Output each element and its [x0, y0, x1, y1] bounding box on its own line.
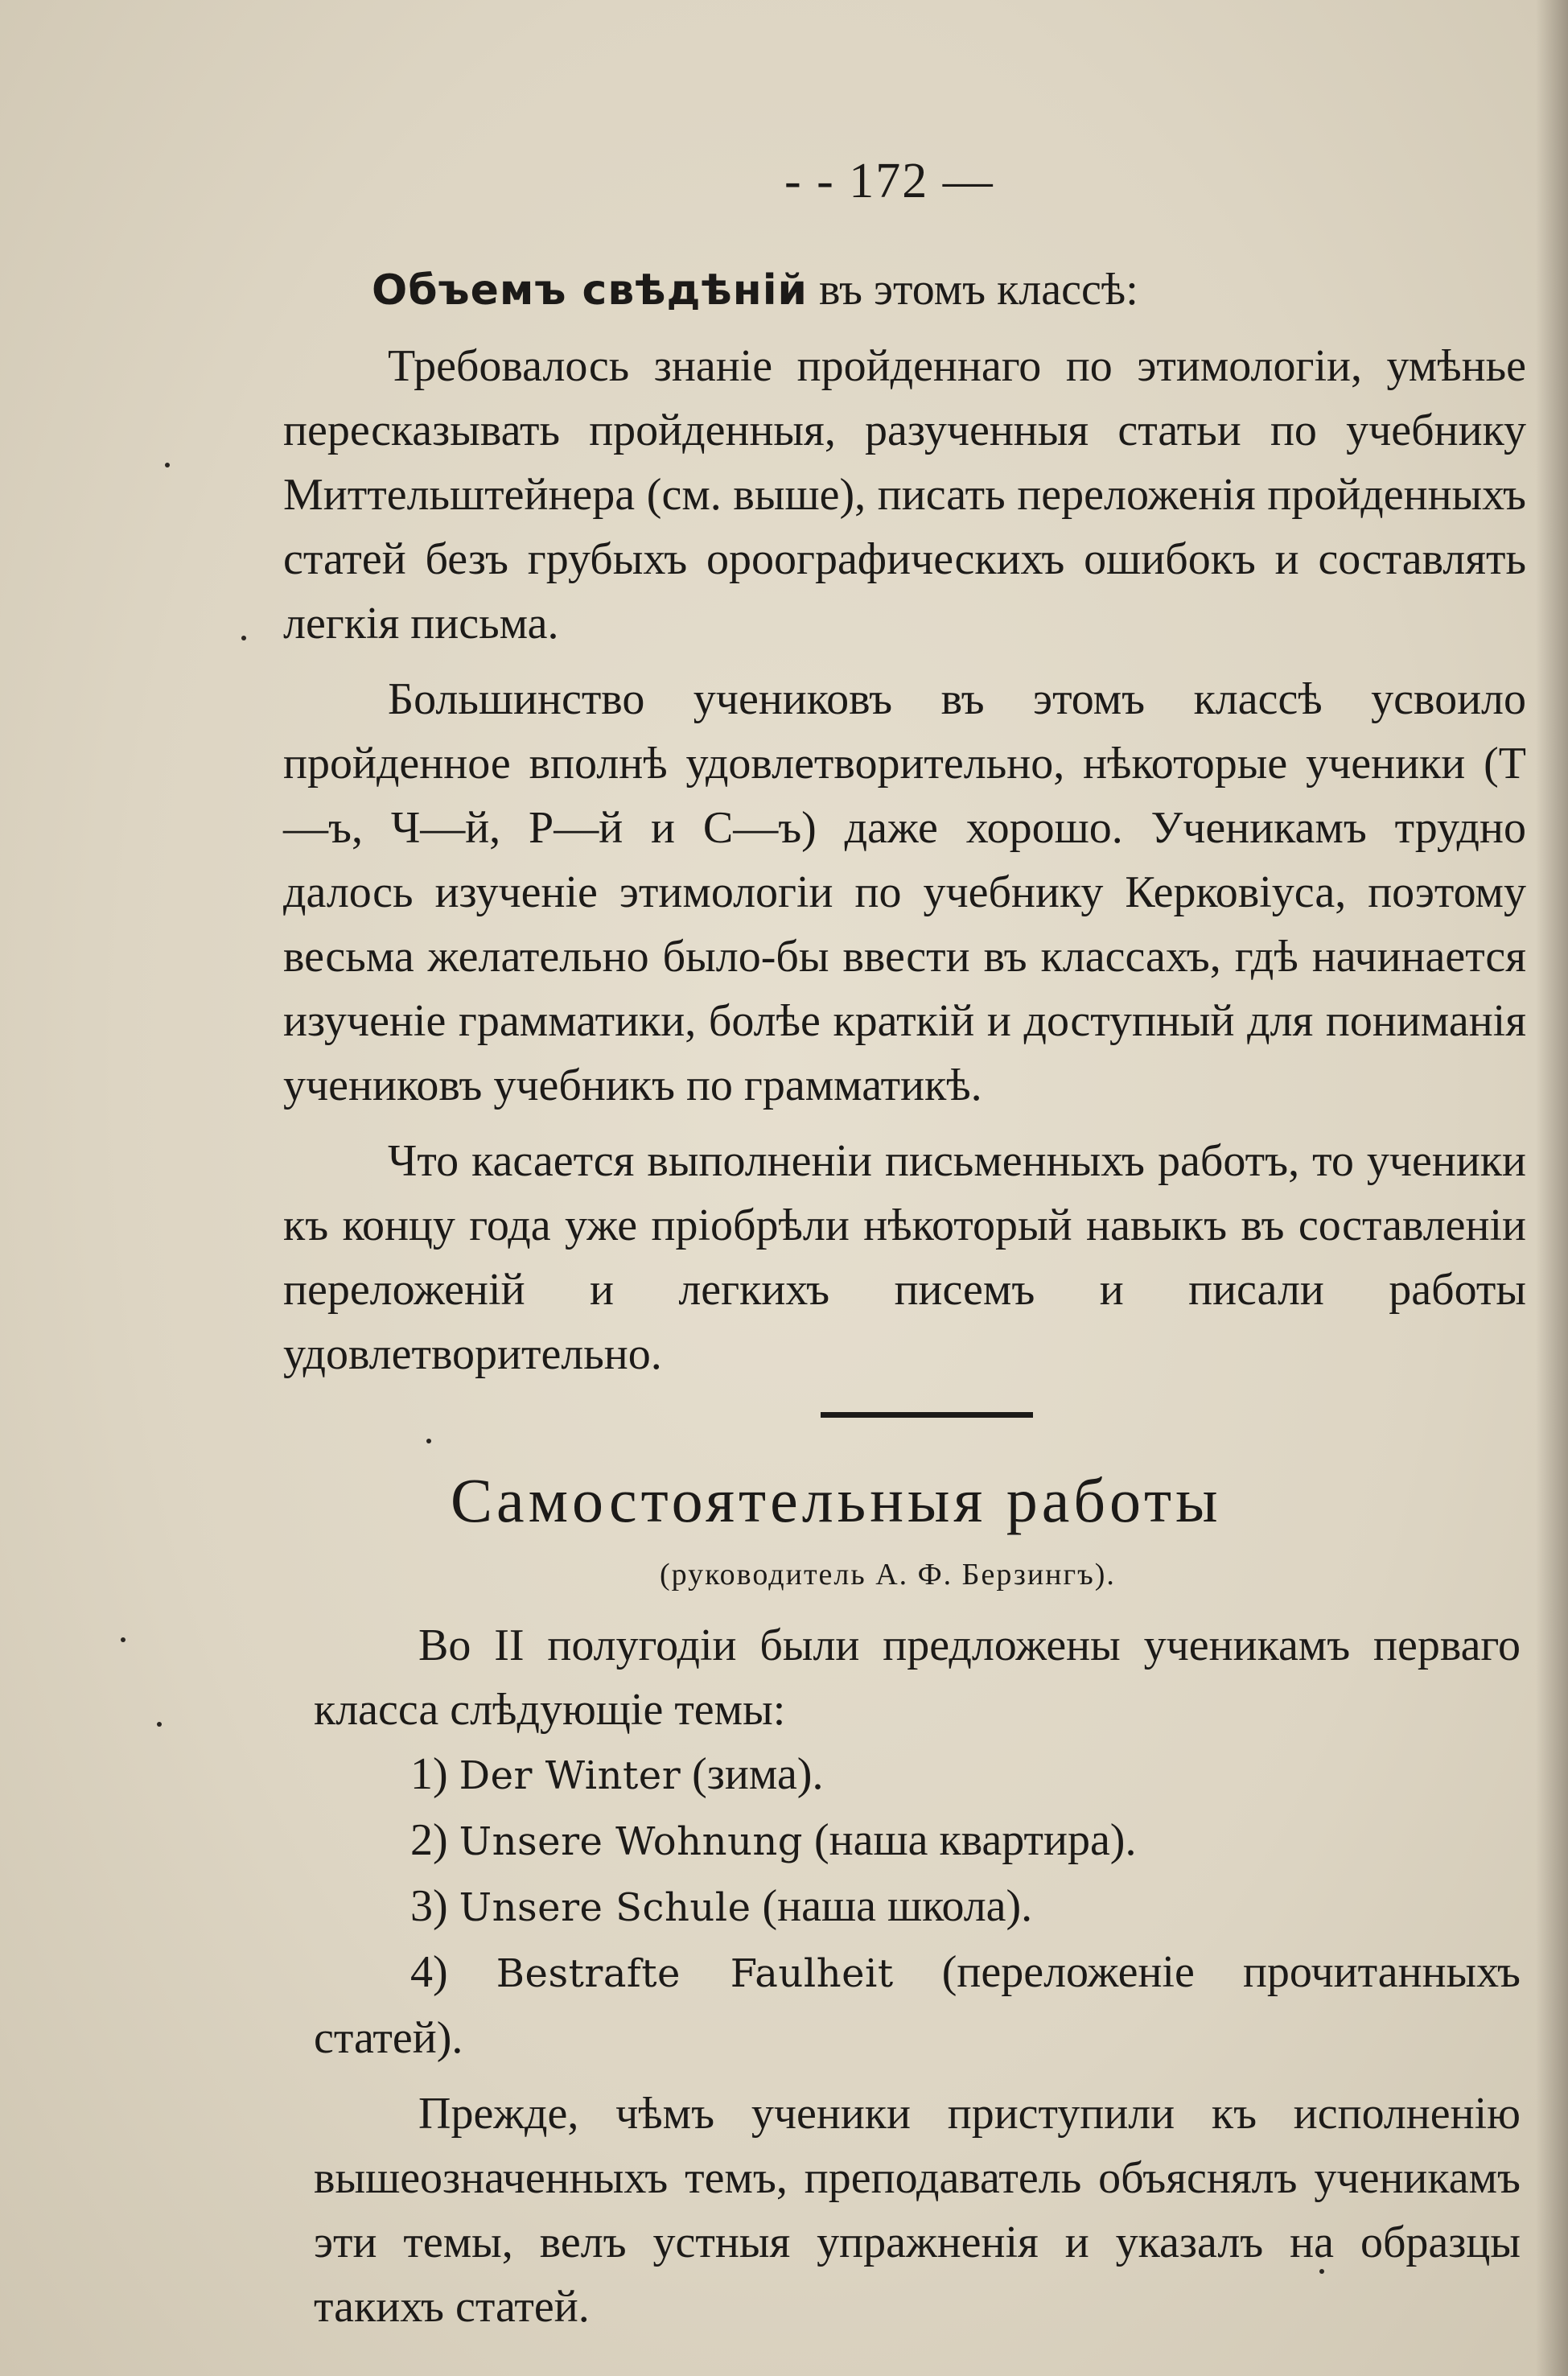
paragraph-requirements: Требовалось знанiе пройденнаго по этимологiи, умѣнье пересказывать пройденныя, разученныя статьи по учебнику Миттельштейнера (см. выше), писать переложенiя пройденныхъ статей безъ грубыхъ ороографическихъ ошибокъ и составлять легкiя письма.: [283, 341, 1526, 649]
list-item-russian: (наша квартира).: [803, 1815, 1137, 1865]
paper-speck: [157, 1722, 162, 1727]
list-item-german: Unsere Wohnung: [459, 1819, 804, 1864]
list-item: [314, 1874, 1521, 1940]
paragraph-written-work: Что касается выполненiи письменныхъ работъ, то ученики къ концу года уже прiобрѣли нѣкоторый навыкъ въ составленiи переложенiй и легкихъ писемъ и писали работы удовлетворительно.: [283, 1136, 1526, 1379]
section-independent-work: [314, 1613, 1521, 2339]
list-item-number: 4): [410, 1947, 448, 1997]
paper-speck: [121, 1637, 126, 1642]
curriculum-heading-rest: въ этомъ классѣ:: [807, 265, 1138, 315]
list-item-german: Bestrafte Faulheit: [496, 1951, 894, 1996]
paragraph-intro: Во II полугодiи были предложены ученикамъ перваго класса слѣдующiе темы:: [314, 1620, 1521, 1735]
section-curriculum: [283, 257, 1526, 1386]
list-item: [314, 1940, 1521, 2070]
list-item-russian: (переложенiе прочитанныхъ статей).: [314, 1947, 1521, 2063]
paper-speck: [241, 636, 246, 640]
list-item-german: Der Winter: [459, 1753, 681, 1798]
page-number: - - 172 —: [784, 154, 994, 208]
list-item-russian: (зима).: [681, 1749, 824, 1799]
list-item-german: Unsere Schule: [459, 1885, 751, 1930]
list-item-number: 2): [410, 1815, 448, 1865]
paper-speck: [165, 463, 170, 467]
list-item: [314, 1742, 1521, 1808]
paragraph-results: Большинство учениковъ въ этомъ классѣ усвоило пройденное вполнѣ удовлетворительно, нѣкоторые ученики (Т—ъ, Ч—й, Р—й и С—ъ) даже хорошо. Ученикамъ трудно далось изученiе этимологiи по учебнику Керковiуса, поэтому весьма желательно было-бы ввести въ классахъ, гдѣ начинается изученiе грамматики, болѣе краткiй и доступный для пониманiя учениковъ учебникъ по грамматикѣ.: [283, 674, 1526, 1110]
list-item-number: 3): [410, 1881, 448, 1931]
curriculum-heading-line: [283, 257, 1526, 323]
paper-speck: [426, 1439, 431, 1443]
curriculum-heading: Объемъ свѣдѣнiй: [372, 266, 808, 315]
list-item: [314, 1808, 1521, 1874]
paper-speck: [1319, 2269, 1324, 2274]
section-divider: [821, 1412, 1033, 1418]
section-title: Самостоятельныя работы: [451, 1465, 1222, 1535]
list-item-number: 1): [410, 1749, 448, 1799]
page-edge-shadow: [1536, 0, 1568, 2376]
paragraph-closing: Прежде, чѣмъ ученики приступили къ исполненiю вышеозначенныхъ темъ, преподаватель объяснялъ ученикамъ эти темы, велъ устныя упражненiя и указалъ на образцы такихъ статей.: [314, 2089, 1521, 2332]
section-subtitle: (руководитель А. Ф. Берзингъ).: [660, 1558, 1116, 1592]
list-item-russian: (наша школа).: [751, 1881, 1033, 1931]
